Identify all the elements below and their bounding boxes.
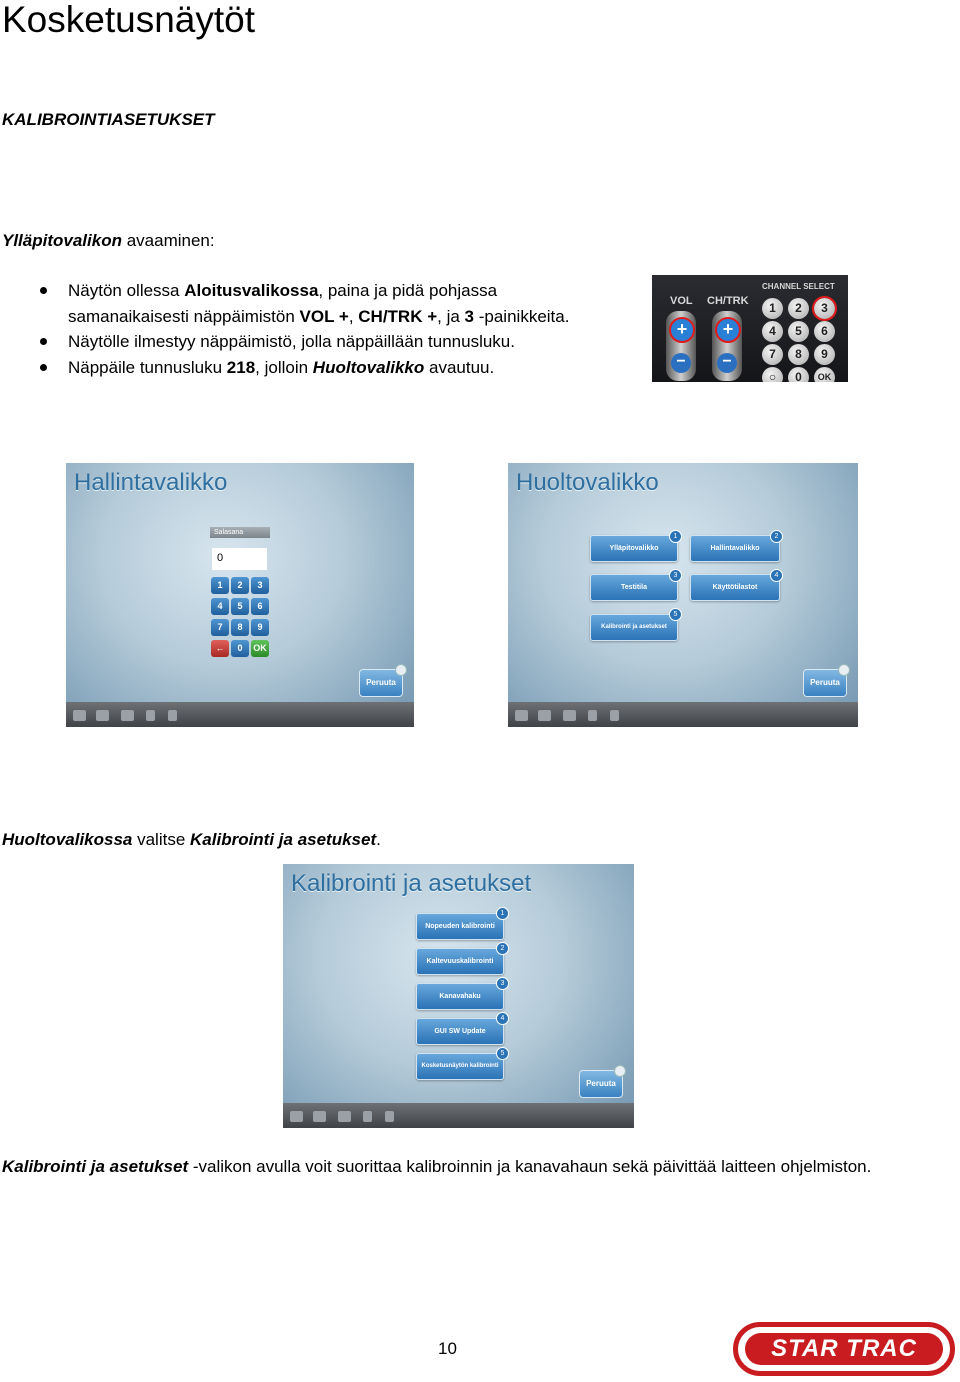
key-7: 7 <box>211 619 229 636</box>
screen1-cancel: Peruuta <box>359 669 403 697</box>
channel-select-label: CHANNEL SELECT <box>762 282 835 291</box>
instruction-list <box>40 278 640 380</box>
cup-icon <box>610 710 619 721</box>
screen2-bottombar <box>508 702 858 727</box>
remote-key-3: 3 <box>814 298 835 319</box>
keypad-label: Salasana <box>210 527 270 538</box>
cup-icon <box>363 1111 372 1122</box>
screenshot-huoltovalikko: Huoltovalikko Ylläpitovalikko 1 Hallintavalikko 2 Testitila 3 Käyttötilastot 4 Kalibrointi ja asetukset 5 Peruuta <box>508 463 858 727</box>
intro-line <box>2 230 215 252</box>
menu-testitila: Testitila <box>590 574 678 601</box>
home-icon <box>515 710 528 721</box>
screen-icon <box>338 1111 351 1122</box>
screen-icon <box>563 710 576 721</box>
menu-kanavahaku: Kanavahaku <box>416 983 504 1010</box>
intro-emph: Ylläpitovalikon <box>2 231 122 250</box>
screen-icon <box>121 710 134 721</box>
bullet-1: Näytön ollessa Aloitusvalikossa, paina ja pidä pohjassa samanaikaisesti näppäimistön VOL +, CH/TRK +, ja 3 -painikkeita. <box>40 278 588 329</box>
chtrk-label: CH/TRK <box>707 295 749 307</box>
screen2-cancel-dot <box>838 664 850 676</box>
home-icon <box>73 710 86 721</box>
bullet-2: Näytölle ilmestyy näppäimistö, jolla näppäillään tunnusluku. <box>40 329 640 355</box>
remote-key-5: 5 <box>788 321 809 342</box>
menu-yllapitovalikko: Ylläpitovalikko <box>590 535 678 562</box>
tv-icon <box>96 710 109 721</box>
page-title: Kosketusnäytöt <box>2 0 255 40</box>
key-9: 9 <box>251 619 269 636</box>
vol-rocker <box>666 311 696 381</box>
backspace-key: ← <box>211 640 229 657</box>
menu-kayttotilastot: Käyttötilastot <box>690 574 780 601</box>
menu-gui-sw-update: GUI SW Update <box>416 1018 504 1045</box>
intro-rest: avaaminen: <box>121 231 215 250</box>
remote-key-2: 2 <box>788 298 809 319</box>
bullet-3: Näppäile tunnusluku 218, jolloin Huoltovalikko avautuu. <box>40 355 640 381</box>
chtrk-minus-icon: − <box>717 353 737 373</box>
remote-keypad-image <box>652 275 848 382</box>
pen-icon <box>385 1111 394 1122</box>
ok-key: OK <box>251 640 269 657</box>
remote-key-6: 6 <box>814 321 835 342</box>
chtrk-rocker <box>712 311 742 381</box>
screen3-cancel-dot <box>614 1065 626 1077</box>
tv-icon <box>313 1111 326 1122</box>
key-8: 8 <box>231 619 249 636</box>
key-2: 2 <box>231 577 249 594</box>
logo-text: STAR TRAC <box>745 1333 943 1365</box>
cup-icon <box>168 710 177 721</box>
menu-kalibrointi-ja-asetukset: Kalibrointi ja asetukset <box>590 614 678 641</box>
vol-minus-icon: − <box>671 353 691 373</box>
remote-key-0: 0 <box>788 367 809 382</box>
key-6: 6 <box>251 598 269 615</box>
pen-icon <box>588 710 597 721</box>
page-number: 10 <box>438 1339 457 1358</box>
key-4: 4 <box>211 598 229 615</box>
menu-kaltevuuskalibrointi: Kaltevuuskalibrointi <box>416 948 504 975</box>
screen3-bottombar <box>283 1103 634 1128</box>
remote-key-1: 1 <box>762 298 783 319</box>
screen1-title: Hallintavalikko <box>74 469 228 496</box>
key-0: 0 <box>231 640 249 657</box>
vol-plus-icon: + <box>669 317 695 343</box>
screen1-cancel-dot <box>395 664 407 676</box>
screen2-title: Huoltovalikko <box>516 469 659 496</box>
chtrk-plus-icon: + <box>715 317 741 343</box>
password-field: 0 <box>212 548 267 570</box>
menu-nopeuden-kalibrointi: Nopeuden kalibrointi <box>416 913 504 940</box>
key-5: 5 <box>231 598 249 615</box>
screen3-cancel: Peruuta <box>579 1070 623 1098</box>
final-paragraph: Kalibrointi ja asetukset -valikon avulla voit suorittaa kalibroinnin ja kanavahaun sekä päivittää laitteen ohjelmiston. <box>2 1157 872 1176</box>
key-1: 1 <box>211 577 229 594</box>
tv-icon <box>538 710 551 721</box>
key-3: 3 <box>251 577 269 594</box>
remote-key-zero-glyph: ○ <box>762 367 783 382</box>
remote-key-ok: OK <box>814 367 835 382</box>
remote-key-9: 9 <box>814 344 835 365</box>
screen2-cancel: Peruuta <box>803 669 847 697</box>
pen-icon <box>146 710 155 721</box>
home-icon <box>290 1111 303 1122</box>
menu-hallintavalikko: Hallintavalikko <box>690 535 780 562</box>
remote-key-4: 4 <box>762 321 783 342</box>
screenshot-hallintavalikko <box>66 463 414 727</box>
menu-kosketusnayton-kalibrointi: Kosketusnäytön kalibrointi <box>416 1053 504 1080</box>
remote-key-8: 8 <box>788 344 809 365</box>
vol-label: VOL <box>670 295 693 307</box>
star-trac-logo <box>733 1322 955 1376</box>
screen3-title: Kalibrointi ja asetukset <box>291 870 532 897</box>
screenshot-kalibrointi: Kalibrointi ja asetukset Nopeuden kalibrointi 1 Kaltevuuskalibrointi 2 Kanavahaku 3 GUI SW Update 4 Kosketusnäytön kalibrointi 5 Peruuta <box>283 864 634 1128</box>
section-heading: KALIBROINTIASETUKSET <box>2 110 215 129</box>
screen1-bottombar <box>66 702 414 727</box>
remote-key-7: 7 <box>762 344 783 365</box>
caption-huoltovalikko: Huoltovalikossa valitse Kalibrointi ja asetukset. <box>2 830 381 849</box>
